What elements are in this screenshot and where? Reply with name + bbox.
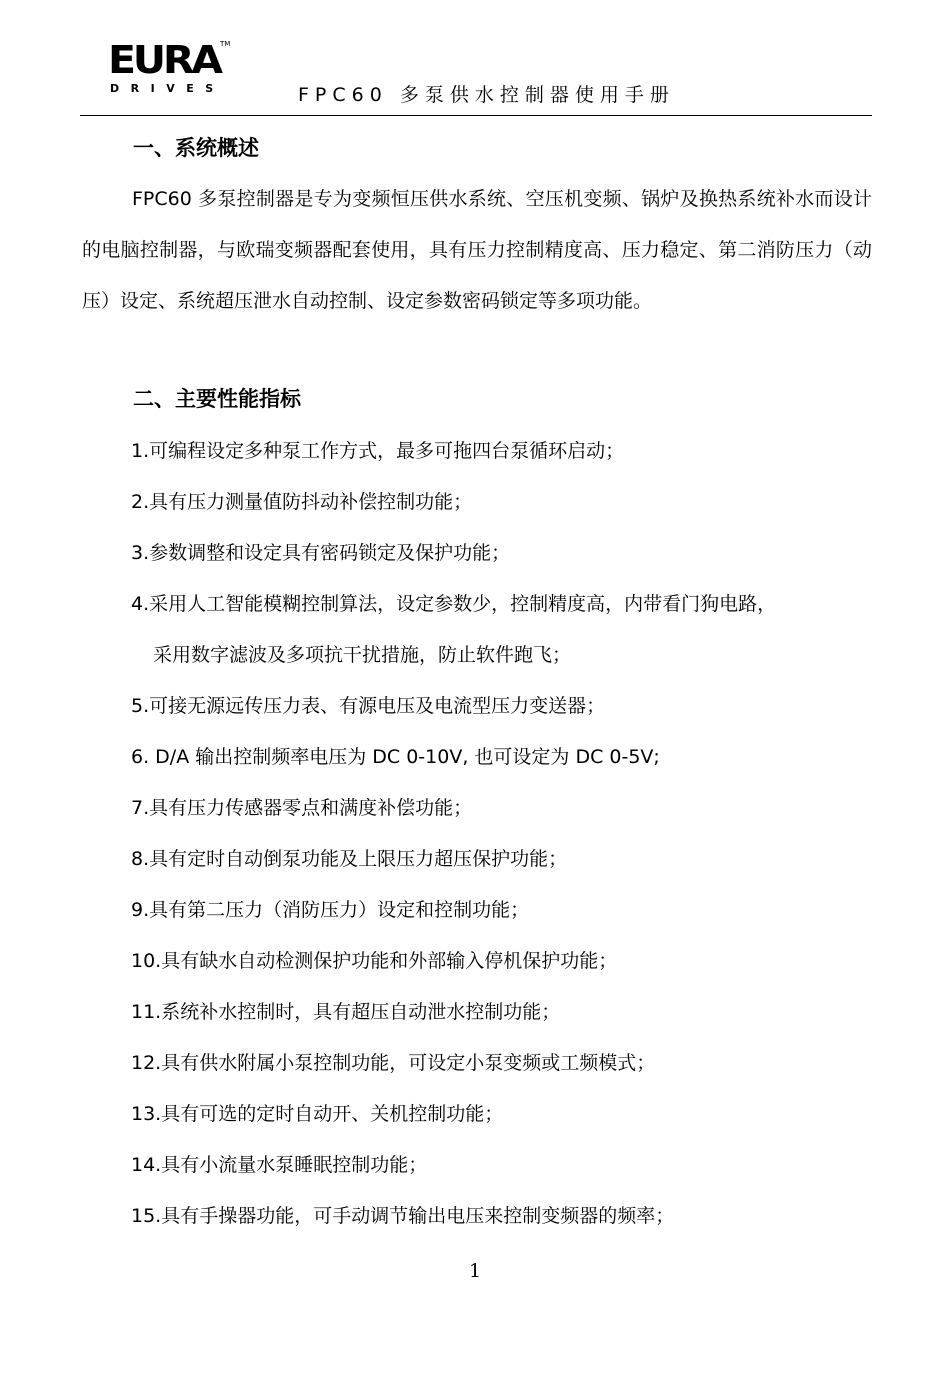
list-item: 9.具有第二压力（消防压力）设定和控制功能；	[131, 899, 530, 921]
section-heading-specs: 二、主要性能指标	[133, 387, 301, 411]
list-item: 2.具有压力测量值防抖动补偿控制功能；	[131, 491, 473, 513]
logo-subtitle: DRIVES	[110, 82, 225, 95]
logo-trademark: TM	[220, 40, 231, 48]
header-divider	[80, 115, 872, 116]
list-item: 13.具有可选的定时自动开、关机控制功能；	[131, 1103, 504, 1125]
list-item-continuation	[131, 630, 871, 681]
list-item: 7.具有压力传感器零点和满度补偿功能；	[131, 797, 473, 819]
list-item: 4.采用人工智能模糊控制算法，设定参数少，控制精度高，内带看门狗电路，	[131, 593, 777, 615]
section-heading-overview: 一、系统概述	[133, 136, 259, 160]
brand-logo	[108, 38, 238, 102]
list-item: 8.具有定时自动倒泵功能及上限压力超压保护功能；	[131, 848, 568, 870]
list-item: 3.参数调整和设定具有密码锁定及保护功能；	[131, 542, 511, 564]
list-item: 6. D/A 输出控制频率电压为 DC 0-10V, 也可设定为 DC 0-5V;	[131, 746, 660, 768]
list-item: 1.可编程设定多种泵工作方式，最多可拖四台泵循环启动；	[131, 440, 625, 462]
page-number: 1	[468, 1260, 482, 1282]
list-item: 5.可接无源远传压力表、有源电压及电流型压力变送器；	[131, 695, 606, 717]
list-item: 15.具有手操器功能，可手动调节输出电压来控制变频器的频率；	[131, 1205, 675, 1227]
document-title: FPC60 多泵供水控制器使用手册	[298, 84, 675, 106]
list-item: 14.具有小流量水泵睡眠控制功能；	[131, 1154, 428, 1176]
overview-paragraph: FPC60 多泵控制器是专为变频恒压供水系统、空压机变频、锅炉及换热系统补水而设计的电脑控制器，与欧瑞变频器配套使用，具有压力控制精度高、压力稳定、第二消防压力（动压）设定、系统超压泄水自动控制、设定参数密码锁定等多项功能。	[82, 188, 872, 312]
spec-list	[131, 426, 871, 1242]
continuation-text: 采用数字滤波及多项抗干扰措施，防止软件跑飞；	[153, 644, 572, 666]
logo-wordmark: EURA	[108, 38, 220, 82]
list-item: 10.具有缺水自动检测保护功能和外部输入停机保护功能；	[131, 950, 618, 972]
list-item: 12.具有供水附属小泵控制功能，可设定小泵变频或工频模式；	[131, 1052, 656, 1074]
list-item: 11.系统补水控制时，具有超压自动泄水控制功能；	[131, 1001, 561, 1023]
